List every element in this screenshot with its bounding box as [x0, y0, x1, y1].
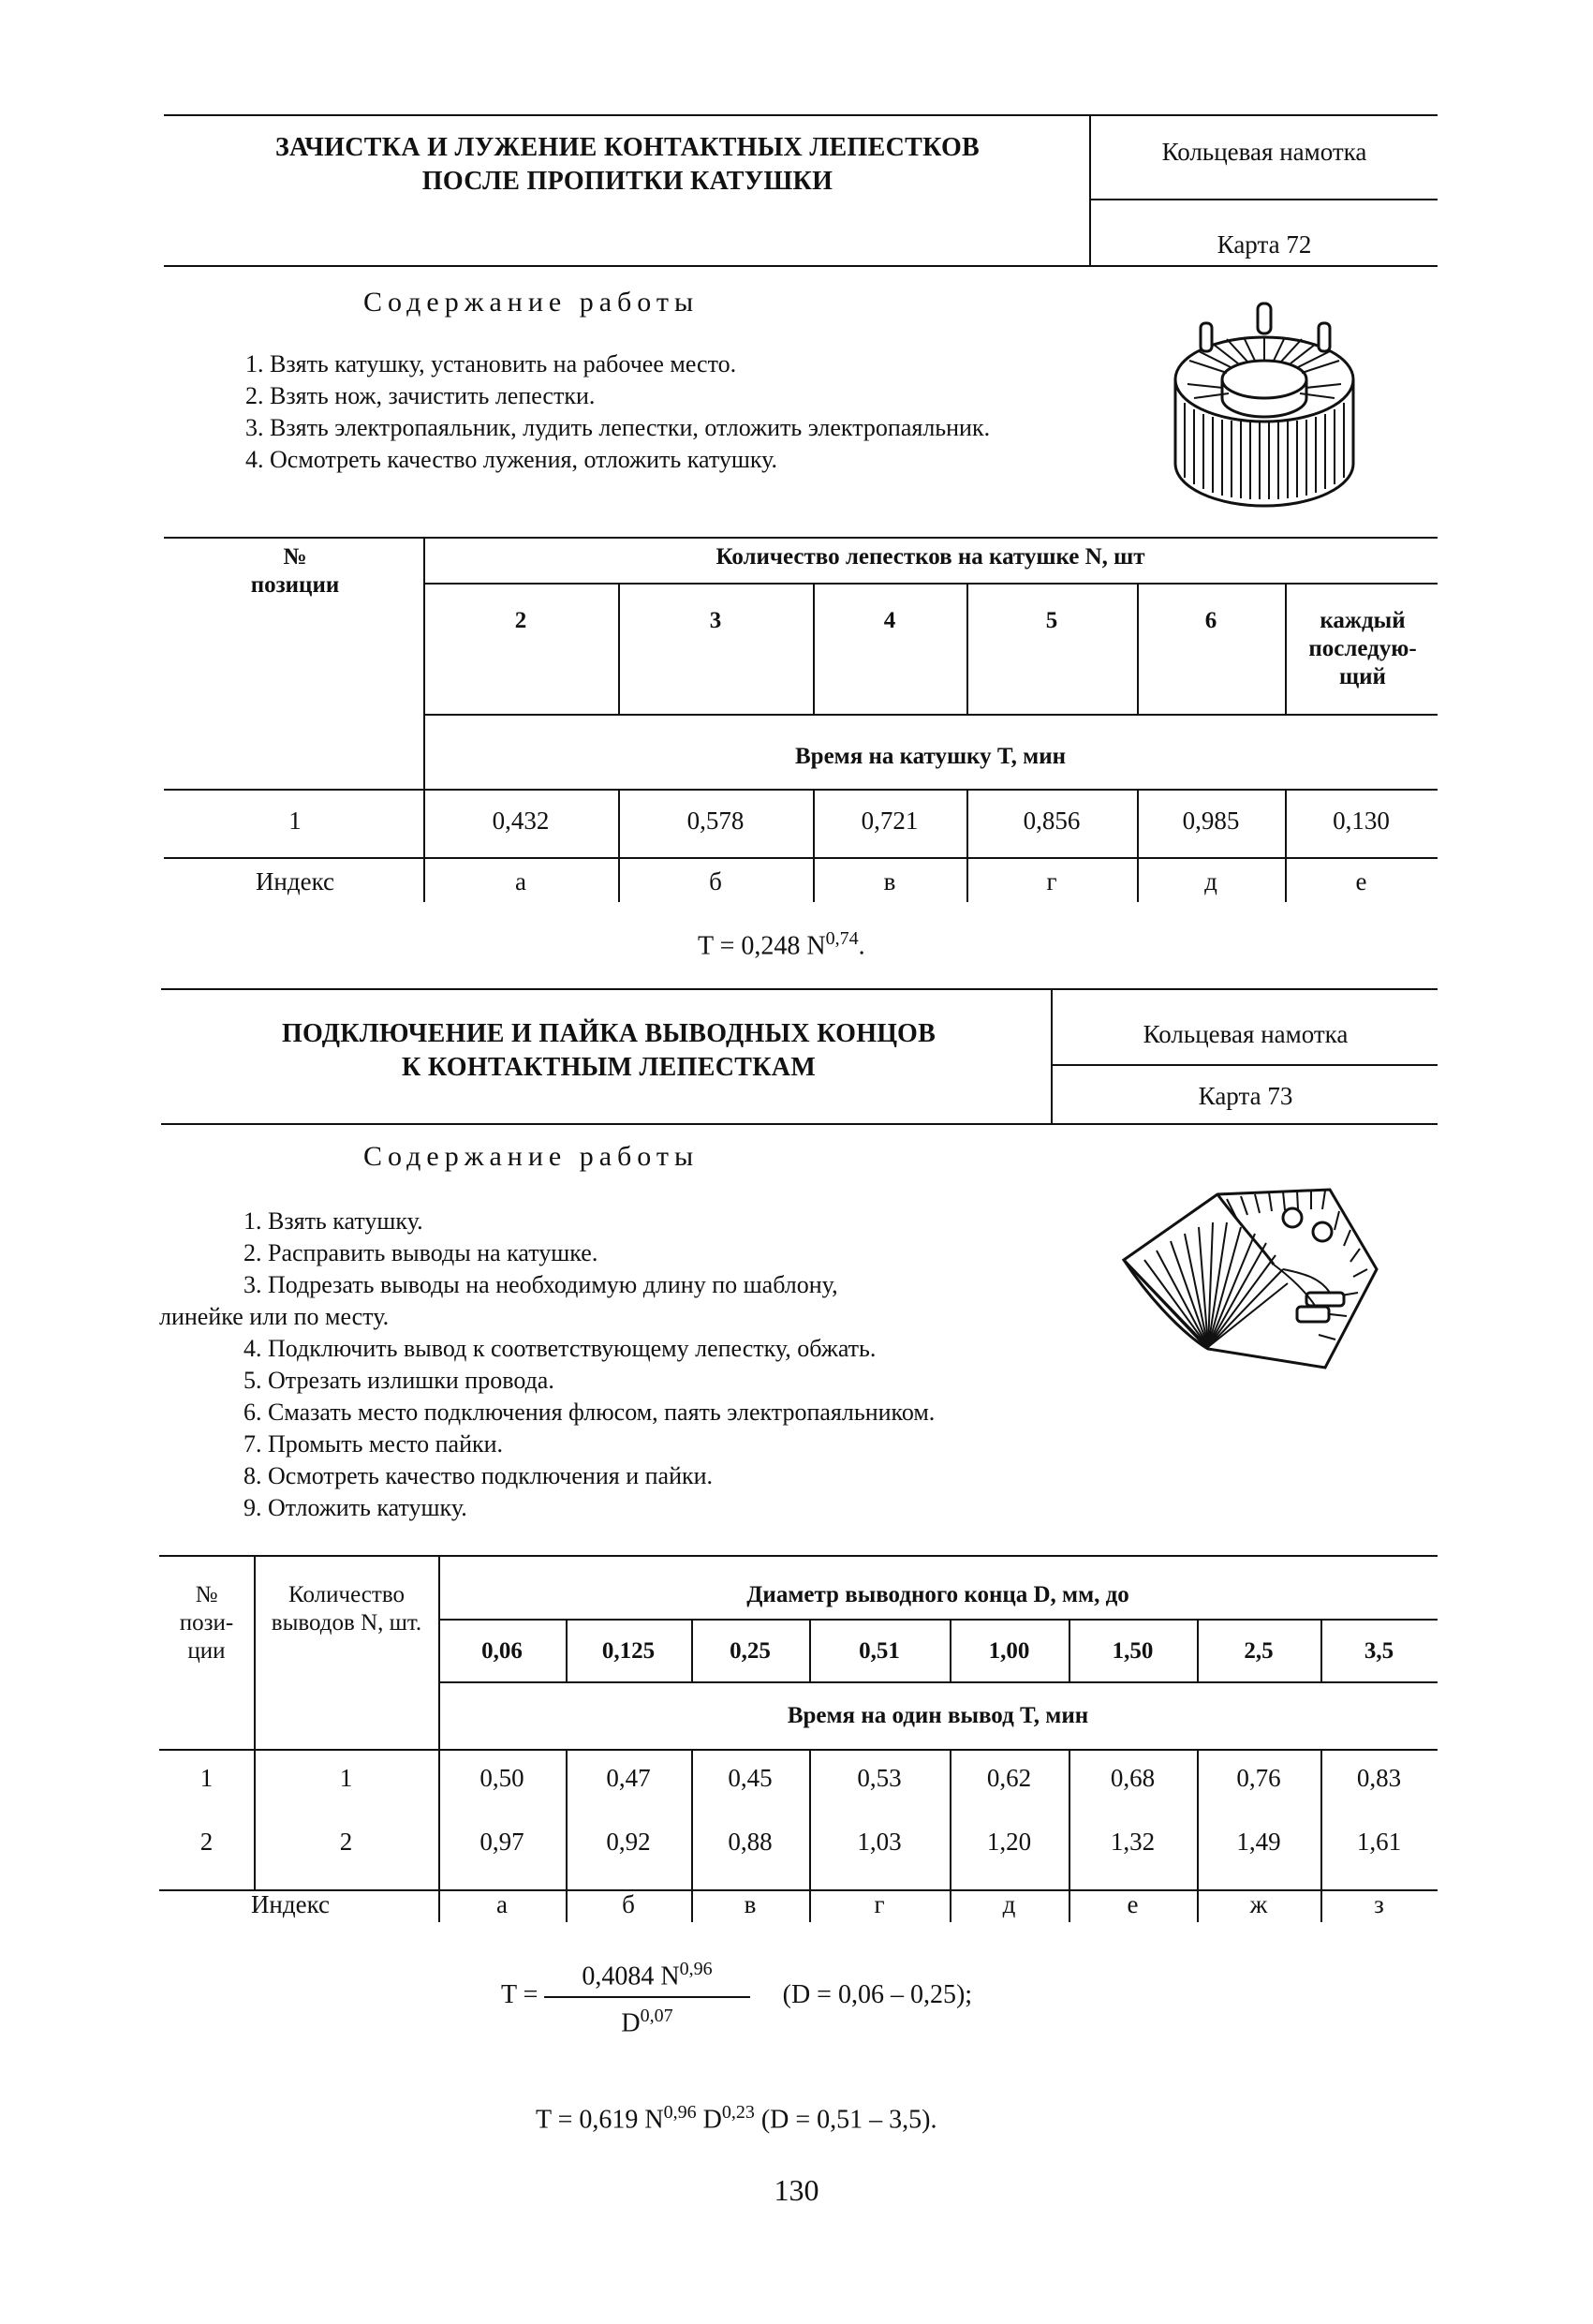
- index-label: Индекс: [250, 1890, 331, 1918]
- count-header: Количество выводов N, шт.: [271, 1582, 422, 1636]
- step: 5. Отрезать излишки провода.: [243, 1367, 554, 1394]
- value-cell: 0,97: [479, 1828, 524, 1856]
- value-cell: 1,61: [1356, 1828, 1402, 1856]
- column-header: 1,00: [988, 1638, 1030, 1664]
- value-cell: 0,985: [1182, 807, 1240, 835]
- value-cell: 0,47: [606, 1764, 651, 1792]
- value-cell: 1,32: [1110, 1828, 1156, 1856]
- card-72-steps: [161, 348, 1004, 476]
- value-cell: 1,03: [857, 1828, 902, 1856]
- value-cell: 1,49: [1236, 1828, 1281, 1856]
- step: 2. Взять нож, зачистить лепестки.: [245, 382, 596, 409]
- card-73-steps: [159, 1206, 1124, 1524]
- position-header: № пози-ции: [179, 1582, 234, 1664]
- group-header: Диаметр выводного конца D, мм, до: [746, 1582, 1129, 1607]
- column-header: 1,50: [1112, 1638, 1154, 1664]
- index-cell: е: [1355, 867, 1367, 896]
- position-cell: 1: [199, 1764, 214, 1792]
- index-cell: г: [1046, 867, 1057, 896]
- index-cell: г: [874, 1890, 885, 1918]
- index-cell: ж: [1249, 1890, 1268, 1918]
- value-cell: 0,721: [861, 807, 919, 835]
- step: 3. Подрезать выводы на необходимую длину по шаблону, линейке или по месту.: [159, 1271, 838, 1330]
- step: 1. Взять катушку, установить на рабочее место.: [245, 350, 737, 377]
- value-cell: 0,92: [606, 1828, 651, 1856]
- card-72-category: Кольцевая намотка: [1161, 138, 1367, 166]
- time-header: Время на один вывод T, мин: [787, 1703, 1089, 1728]
- count-cell: 1: [339, 1764, 353, 1792]
- card-73-number: Карта 73: [1198, 1082, 1293, 1110]
- index-cell: в: [744, 1890, 757, 1918]
- position-cell: 2: [199, 1828, 214, 1856]
- value-cell: 0,856: [1023, 807, 1081, 835]
- position-header: № позиции: [250, 544, 340, 598]
- column-header: 6: [1204, 608, 1217, 633]
- card-72-title: ЗАЧИСТКА И ЛУЖЕНИЕ КОНТАКТНЫХ ЛЕПЕСТКОВ ПОСЛЕ ПРОПИТКИ КАТУШКИ: [274, 133, 981, 196]
- column-header: 0,25: [730, 1638, 771, 1664]
- card-73-formula-1: T = $\frac{0,4084 N^{0,96}}{D^{0,07}}$ (D = 0,06 – 0,25);: [501, 1953, 972, 2040]
- count-cell: 2: [339, 1828, 353, 1856]
- index-cell: б: [622, 1890, 635, 1918]
- column-header: 3: [709, 608, 722, 633]
- time-header: Время на катушку T, мин: [794, 744, 1067, 769]
- column-header: 0,125: [601, 1638, 656, 1664]
- value-cell: 0,130: [1333, 807, 1390, 835]
- index-cell: в: [883, 867, 896, 896]
- position-cell: 1: [288, 807, 302, 835]
- column-header: 4: [883, 608, 896, 633]
- group-header: Количество лепестков на катушке N, шт: [715, 544, 1145, 570]
- column-header: 0,06: [481, 1638, 523, 1664]
- step: 8. Осмотреть качество подключения и пайки.: [243, 1462, 714, 1489]
- step: 6. Смазать место подключения флюсом, паять электропаяльником.: [243, 1399, 936, 1426]
- step: 4. Осмотреть качество лужения, отложить катушку.: [245, 446, 778, 473]
- step: 9. Отложить катушку.: [243, 1494, 467, 1521]
- step: 3. Взять электропаяльник, лудить лепестки, отложить электропаяльник.: [245, 414, 991, 441]
- card-73-formula-2: T = 0,619 N$^{0,96}$ D$^{0,23}$ (D = 0,51 – 3,5).: [536, 2102, 937, 2135]
- index-cell: а: [515, 867, 526, 896]
- value-cell: 0,578: [686, 807, 745, 835]
- card-73-category: Кольцевая намотка: [1143, 1020, 1349, 1048]
- column-header: 3,5: [1364, 1638, 1394, 1664]
- toroidal-coil-illustration: [1161, 290, 1367, 515]
- step: 7. Промыть место пайки.: [243, 1430, 504, 1458]
- column-header: 5: [1045, 608, 1058, 633]
- value-cell: 1,20: [986, 1828, 1032, 1856]
- value-cell: 0,88: [728, 1828, 773, 1856]
- index-cell: з: [1374, 1890, 1384, 1918]
- value-cell: 0,53: [857, 1764, 902, 1792]
- value-cell: 0,45: [728, 1764, 773, 1792]
- index-cell: а: [496, 1890, 508, 1918]
- column-header: 2: [514, 608, 527, 633]
- fraction: $\frac{0,4084 N^{0,96}}{D^{0,07}}$: [544, 1953, 749, 2040]
- column-header: 0,51: [859, 1638, 900, 1664]
- index-cell: д: [1002, 1890, 1016, 1918]
- value-cell: 0,76: [1236, 1764, 1281, 1792]
- value-cell: 0,68: [1110, 1764, 1156, 1792]
- column-header: 2,5: [1244, 1638, 1274, 1664]
- index-label: Индекс: [255, 867, 335, 896]
- step: 1. Взять катушку.: [243, 1207, 423, 1235]
- index-cell: е: [1127, 1890, 1139, 1918]
- card-73-work-heading: Содержание работы: [363, 1141, 700, 1172]
- value-cell: 0,62: [986, 1764, 1032, 1792]
- step: 2. Расправить выводы на катушке.: [243, 1239, 598, 1266]
- value-cell: 0,50: [479, 1764, 524, 1792]
- coil-sector-illustration: [1105, 1176, 1423, 1372]
- card-72-number: Карта 72: [1217, 230, 1312, 259]
- card-73-title: ПОДКЛЮЧЕНИЕ И ПАЙКА ВЫВОДНЫХ КОНЦОВ К КОНТАКТНЫМ ЛЕПЕСТКАМ: [281, 1019, 937, 1082]
- column-header: каждый последую-щий: [1308, 608, 1417, 689]
- value-cell: 0,83: [1356, 1764, 1402, 1792]
- index-cell: д: [1204, 867, 1217, 896]
- card-72-work-heading: Содержание работы: [363, 287, 700, 318]
- value-cell: 0,432: [492, 807, 550, 835]
- step: 4. Подключить вывод к соответствующему лепестку, обжать.: [243, 1335, 877, 1362]
- card-72-formula: T = 0,248 N$^{0,74}$.: [698, 928, 865, 961]
- page-number: 130: [774, 2173, 819, 2207]
- index-cell: б: [709, 867, 722, 896]
